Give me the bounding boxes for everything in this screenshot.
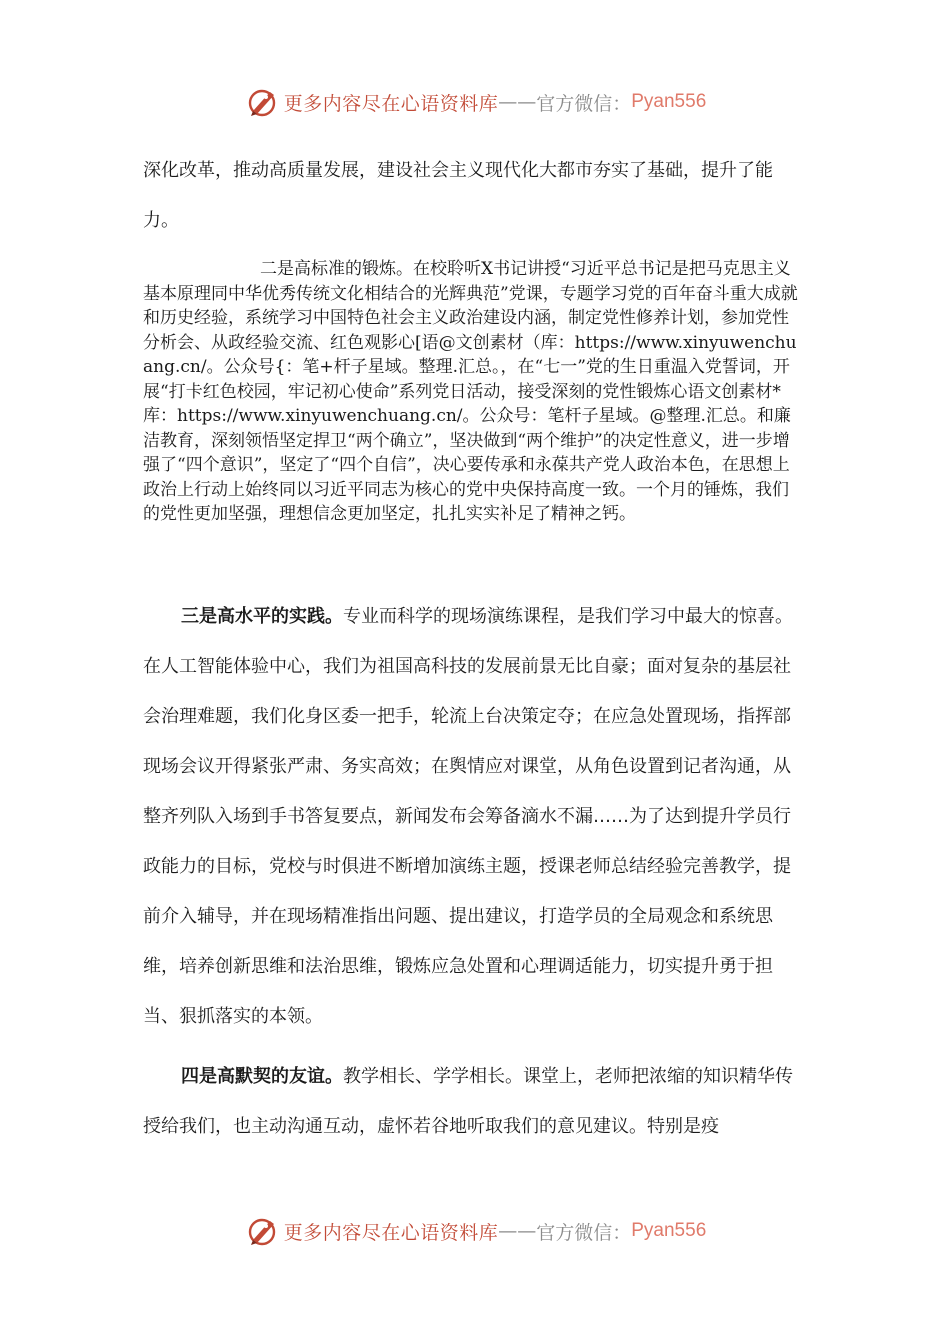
header-wechat-id: Pyan556 [631,91,707,112]
paragraph-4-body: 教学相长、学学相长。课堂上，老师把浓缩的知识精华传授给我们，也主动沟通互动，虚怀若谷地听取我们的意见建议。特别是疫 [143,1066,793,1137]
paragraph-2 [143,257,805,527]
footer-banner [0,1211,950,1251]
header-wechat-label: 官方微信： [536,92,632,115]
header-banner [0,82,950,122]
header-separator: —— [498,91,537,113]
paragraph-4-lead: 四是高默契的友谊。 [181,1066,343,1087]
paragraph-3-lead: 三是高水平的实践。 [181,606,343,627]
footer-separator: —— [498,1220,537,1242]
footer-wechat-id: Pyan556 [631,1220,707,1241]
footer-brand-text: 更多内容尽在心语资料库 [283,1221,499,1244]
header-brand-text: 更多内容尽在心语资料库 [283,92,499,115]
paragraph-4 [143,1052,803,1152]
paragraph-1: 深化改革，推动高质量发展，建设社会主义现代化大都市夯实了基础，提升了能力。 [143,160,773,231]
paragraph-2-body: 在校聆听X书记讲授“习近平总书记是把马克思主义基本原理同中华优秀传统文化相结合的光辉典范”党课，专题学习党的百年奋斗重大成就和历史经验，系统学习中国特色社会主义政治建设内涵，制定党性修养计划，参加党性分析会、从政经验交流、红色观影心[语@文创素材（库：https://www.xinyuwenchuang.cn/。公众号{：笔+杆子星域。整理.汇总。，在“七一”党的生日重温入党誓词，开展“打卡红色校园，牢记初心使命”系列党日活动，接受深刻的党性锻炼心语文创素材*库：https://www.xinyuwenchuang.cn/。公众号：笔杆子星域。@整理.汇总。和廉洁教育，深刻领悟坚定捍卫“两个确立”，坚决做到“两个维护”的决定性意义，进一步增强了“四个意识”，坚定了“四个自信”，决心要传承和永葆共产党人政治本色，在思想上政治上行动上始终同以习近平同志为核心的党中央保持高度一致。一个月的锤炼，我们的党性更加坚强，理想信念更加坚定，扎扎实实补足了精神之钙。 [143,259,798,524]
pen-logo-icon [244,1213,280,1249]
paragraph-3-body: 专业而科学的现场演练课程，是我们学习中最大的惊喜。在人工智能体验中心，我们为祖国高科技的发展前景无比自豪；面对复杂的基层社会治理难题，我们化身区委一把手，轮流上台决策定夺；在应急处置现场，指挥部现场会议开得紧张严肃、务实高效；在舆情应对课堂，从角色设置到记者沟通，从整齐列队入场到手书答复要点，新闻发布会筹备滴水不漏……为了达到提升学员行政能力的目标，党校与时俱进不断增加演练主题，授课老师总结经验完善教学，提前介入辅导，并在现场精准指出问题、提出建议，打造学员的全局观念和系统思维，培养创新思维和法治思维，锻炼应急处置和心理调适能力，切实提升勇于担当、狠抓落实的本领。 [143,606,793,1027]
footer-wechat-label: 官方微信： [536,1221,632,1244]
paragraph-2-lead: 二是高标准的锻炼。 [260,259,413,279]
pen-logo-icon [244,84,280,120]
paragraph-3 [143,592,803,1042]
